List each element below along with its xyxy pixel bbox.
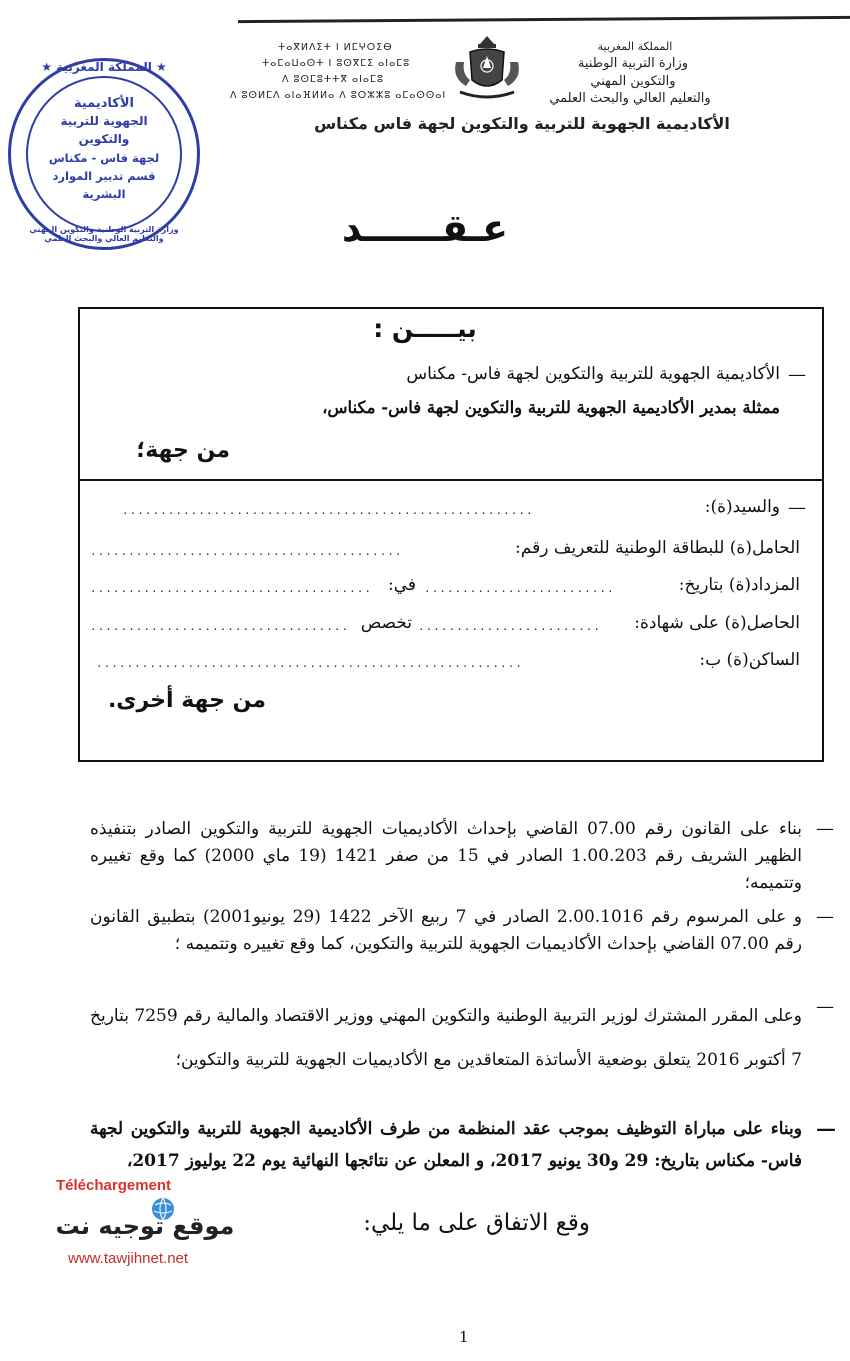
- kingdom-name: المملكة المغربية: [597, 40, 673, 53]
- page-number: 1: [459, 1328, 469, 1346]
- tifinagh-line-2: ⵜⴰⵎⴰⵡⴰⵙⵜ ⵏ ⵓⵙⴳⵎⵉ ⴰⵏⴰⵎⵓ: [262, 58, 411, 69]
- watermark-url[interactable]: www.tawjihnet.net: [68, 1250, 189, 1267]
- stamp-ring-bottom: وزارة التربية الوطنية والتكوين المهني والتعليم العالي والبحث العلمي: [29, 225, 179, 243]
- resident-label: الساكن(ة) ب:: [699, 650, 800, 670]
- document-title: عـقــــــد: [341, 206, 509, 250]
- watermark-label: Téléchargement: [56, 1177, 172, 1194]
- clause-law: بناء على القانون رقم 07.00 القاضي بإحداث الأكاديميات الجهوية للتربية والتكوين الصادر بتنفيذه الظهير الشريف رقم 1.00.203 الصادر في 15 من صفر 1421 (19 ماي 2000) كما وقع تغييره وتتميمه؛: [90, 819, 802, 894]
- specialty-label: تخصص: [360, 613, 412, 633]
- born-place-fill-dots[interactable]: .....................................: [90, 582, 373, 595]
- academy-representative: ممثلة بمدير الأكاديمية الجهوية للتربية والتكوين لجهة فاس- مكناس،: [322, 398, 780, 417]
- id-holder-label: الحامل(ة) للبطاقة الوطنية للتعريف رقم:: [515, 538, 800, 558]
- resident-fill-dots[interactable]: ........................................................: [96, 657, 523, 670]
- degree-fill-dots[interactable]: ........................: [418, 620, 601, 633]
- tifinagh-line-1: ⵜⴰⴳⵍⴷⵉⵜ ⵏ ⵍⵎⵖⵔⵉⴱ: [278, 42, 393, 53]
- between-heading: بيـــــن :: [373, 314, 477, 343]
- ministry-line-1: وزارة التربية الوطنية: [577, 56, 689, 71]
- stamp-line-1: الأكاديمية: [73, 96, 135, 111]
- mr-label: والسيد(ة):: [704, 497, 780, 517]
- watermark-site-name: موقع توجيه نت: [55, 1212, 235, 1240]
- ministry-line-2: والتكوين المهني: [590, 74, 676, 89]
- stamp-ring-top: ★ المملكة المغربية ★: [41, 60, 167, 74]
- parties-divider: [78, 479, 824, 481]
- degree-label: الحاصل(ة) على شهادة:: [634, 613, 800, 633]
- stamp-line-4: لجهة فاس - مكناس: [48, 151, 160, 165]
- specialty-fill-dots[interactable]: ..................................: [90, 620, 350, 633]
- bullet-dash: —: [816, 1116, 836, 1140]
- born-place-label: في:: [387, 575, 416, 595]
- bullet-dash: —: [816, 906, 834, 927]
- born-date-fill-dots[interactable]: .........................: [424, 582, 615, 595]
- stamp-line-3: والتكوين: [78, 132, 130, 146]
- stamp-line-6: البشرية: [82, 187, 126, 201]
- other-side-label: من جهة أخرى.: [107, 688, 266, 713]
- id-fill-dots[interactable]: .........................................: [90, 545, 403, 558]
- header-rule: [238, 16, 850, 23]
- one-side-label: من جهة؛: [136, 438, 230, 463]
- clause-decree: و على المرسوم رقم 2.00.1016 الصادر في 7 ربيع الآخر 1422 (29 يونيو2001) بتطبيق القانون رقم 07.00 القاضي بإحداث الأكاديميات الجهوية للتربية والتكوين، كما وقع تغييره وتتميمه ؛: [90, 907, 802, 955]
- academy-party: الأكاديمية الجهوية للتربية والتكوين لجهة فاس- مكناس: [406, 364, 780, 384]
- bullet-dash: —: [788, 364, 806, 385]
- clause-joint-decision: وعلى المقرر المشترك لوزير التربية الوطنية والتكوين المهني ووزير الاقتصاد والمالية رقم 7259 بتاريخ 7 أكتوبر 2016 يتعلق بوضعية الأساتذة المتعاقدين مع الأكاديميات الجهوية للتربية والتكوين؛: [90, 1006, 802, 1071]
- ministry-line-3: والتعليم العالي والبحث العلمي: [549, 91, 711, 106]
- born-date-label: المزداد(ة) بتاريخ:: [678, 575, 800, 595]
- tifinagh-line-3: ⴷ ⵓⵙⵎⵓⵜⵜⴳ ⴰⵏⴰⵎⵓ: [282, 74, 384, 85]
- coat-of-arms-icon: [448, 32, 526, 104]
- bullet-dash: —: [788, 497, 806, 518]
- clause-competition: وبناء على مباراة التوظيف بموجب عقد المنظمة من طرف الأكاديمية الجهوية للتربية والتكوين لجهة فاس- مكناس بتاريخ: 29 و30 يونيو 2017، و المعلن عن نتائجها النهائية يوم 22 يوليوز 2017،: [90, 1119, 802, 1172]
- agreement-heading: وقع الاتفاق على ما يلي:: [363, 1210, 590, 1236]
- tifinagh-line-4: ⴷ ⵓⵙⵍⵎⴷ ⴰⵏⴰⴼⵍⵍⴰ ⴷ ⵓⵔⵣⵣⵓ ⴰⵎⴰⵙⵙⴰⵏ: [230, 90, 447, 101]
- stamp-line-2: الجهوية للتربية: [60, 114, 148, 128]
- mr-fill-dots[interactable]: ......................................................: [122, 504, 534, 517]
- bullet-dash: —: [816, 996, 834, 1017]
- stamp-line-5: قسم تدبير الموارد: [52, 169, 156, 183]
- academy-heading: الأكاديمية الجهوية للتربية والتكوين لجهة فاس مكناس: [314, 114, 730, 133]
- bullet-dash: —: [816, 818, 834, 839]
